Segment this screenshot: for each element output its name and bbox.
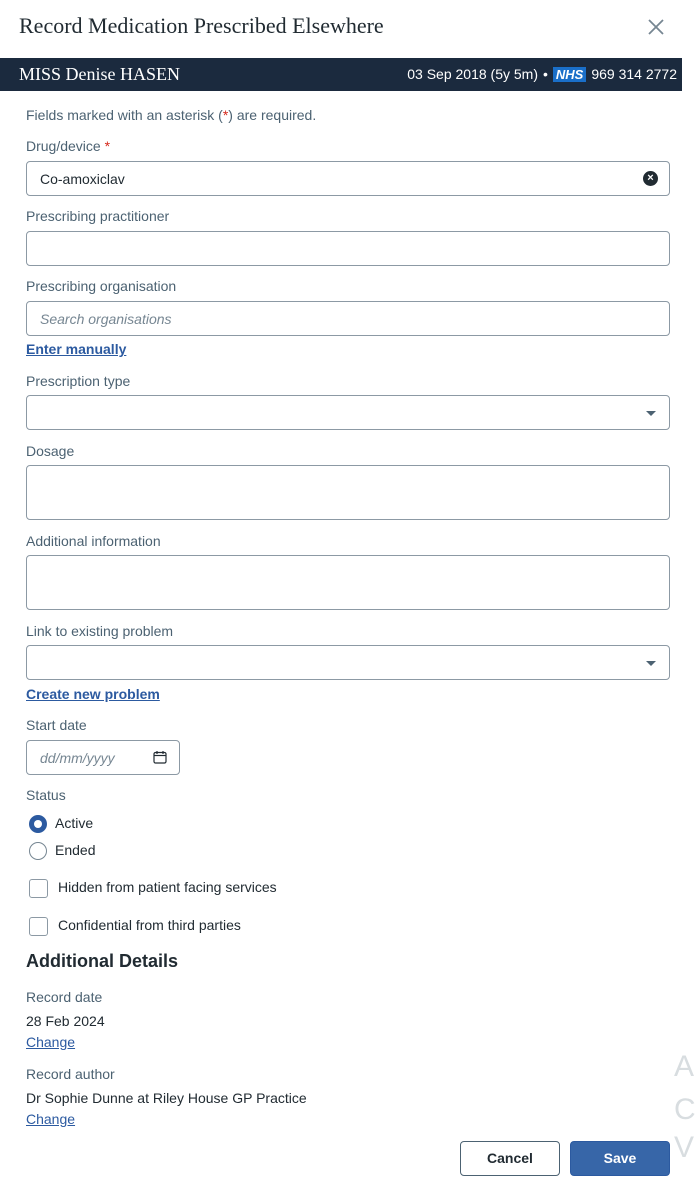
nhs-logo: NHS [553, 67, 586, 82]
additional-details-heading: Additional Details [26, 951, 179, 971]
dosage-label: Dosage [26, 443, 75, 459]
cancel-button[interactable]: Cancel [460, 1141, 560, 1176]
chevron-down-icon [646, 661, 656, 666]
confidential-label: Confidential from third parties [58, 917, 241, 933]
organisation-placeholder: Search organisations [40, 311, 172, 327]
chevron-down-icon [646, 411, 656, 416]
practitioner-label: Prescribing practitioner [26, 208, 170, 224]
patient-name: MISS Denise HASEN [19, 64, 181, 84]
patient-info [407, 66, 677, 82]
additional-info-textarea[interactable] [26, 555, 670, 610]
record-author-label: Record author [26, 1066, 115, 1082]
status-active-label: Active [55, 815, 94, 831]
close-button[interactable] [644, 15, 668, 39]
background-letter: A [674, 1050, 695, 1083]
start-date-placeholder: dd/mm/yyyy [40, 750, 115, 766]
record-author-value: Dr Sophie Dunne at Riley House GP Practice [26, 1090, 307, 1106]
drug-label: Drug/device * [26, 138, 111, 154]
dosage-textarea[interactable] [26, 465, 670, 520]
prescription-type-label: Prescription type [26, 373, 131, 389]
additional-info-label: Additional information [26, 533, 161, 549]
hidden-from-patient-label: Hidden from patient facing services [58, 879, 277, 895]
dialog-title: Record Medication Prescribed Elsewhere [19, 13, 384, 38]
enter-manually-link[interactable]: Enter manually [26, 341, 127, 357]
organisation-search-input[interactable] [26, 301, 670, 336]
hidden-from-patient-checkbox[interactable] [29, 879, 48, 898]
record-date-value: 28 Feb 2024 [26, 1013, 105, 1029]
start-date-input[interactable] [26, 740, 180, 775]
background-letter: V [674, 1131, 695, 1164]
background-letter: C [674, 1093, 696, 1126]
practitioner-input[interactable] [26, 231, 670, 266]
patient-dob-age: 03 Sep 2018 (5y 5m) [407, 66, 538, 82]
patient-banner [0, 58, 682, 91]
required-note: Fields marked with an asterisk (*) are required. [26, 107, 317, 123]
change-record-date-link[interactable]: Change [26, 1034, 76, 1050]
status-active-radio[interactable] [29, 815, 47, 833]
create-new-problem-link[interactable]: Create new problem [26, 686, 160, 702]
organisation-label: Prescribing organisation [26, 278, 177, 294]
close-icon [644, 15, 668, 39]
separator: • [543, 66, 548, 82]
calendar-icon[interactable] [153, 750, 167, 764]
confidential-checkbox[interactable] [29, 917, 48, 936]
status-ended-label: Ended [55, 842, 96, 858]
status-label: Status [26, 787, 66, 803]
save-button[interactable]: Save [570, 1141, 670, 1176]
clear-icon[interactable]: × [643, 171, 658, 186]
problem-select[interactable] [26, 645, 670, 680]
nhs-number: 969 314 2772 [591, 66, 677, 82]
drug-input[interactable] [26, 161, 670, 196]
drug-value: Co-amoxiclav [40, 171, 125, 187]
change-record-author-link[interactable]: Change [26, 1111, 76, 1127]
record-date-label: Record date [26, 989, 103, 1005]
status-ended-radio[interactable] [29, 842, 47, 860]
problem-label: Link to existing problem [26, 623, 174, 639]
prescription-type-select[interactable] [26, 395, 670, 430]
start-date-label: Start date [26, 717, 87, 733]
